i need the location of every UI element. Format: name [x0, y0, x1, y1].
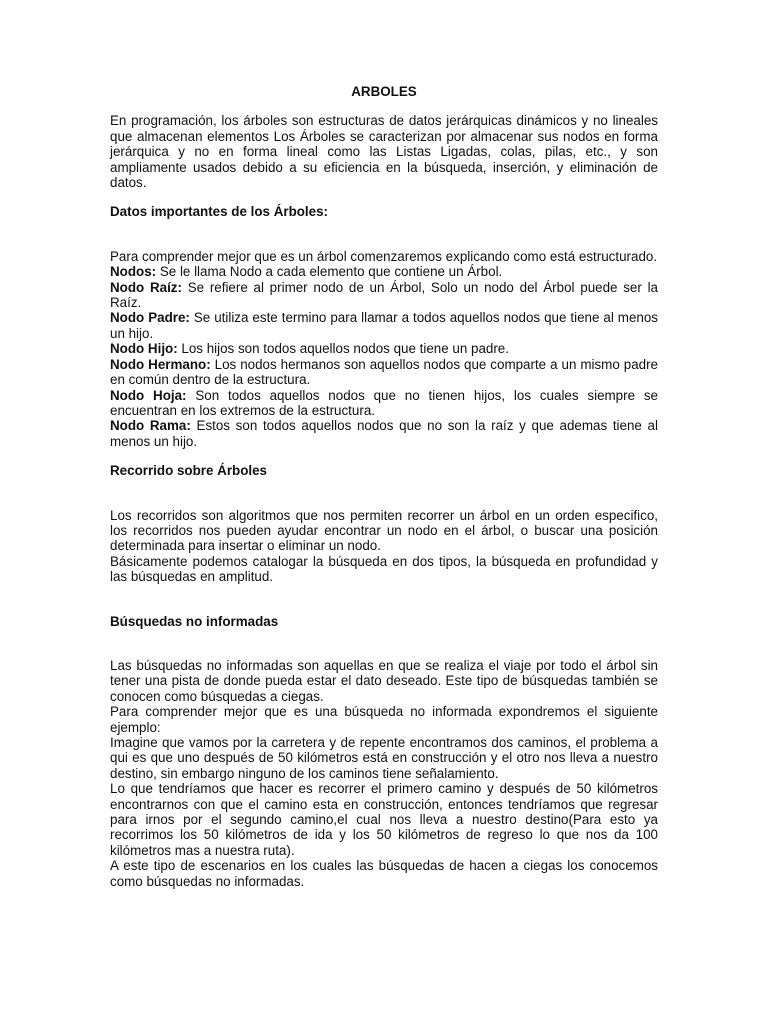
definition-nodo-rama [110, 418, 658, 449]
definition-text: Los hijos son todos aquellos nodos que tiene un padre. [177, 341, 509, 357]
section3-paragraph-4: Lo que tendríamos que hacer es recorrer el primero camino y después de 50 kilómetros encontrarnos con que el camino esta en construcción, entonces tendríamos que regresar para irnos por el segundo camino,el cual nos lleva a nuestro destino(Para esto ya recorrimos los 50 kilómetros de ida y los 50 kilómetros de regreso lo que nos da 100 kilómetros mas a nuestra ruta). [110, 781, 658, 858]
definition-nodos [110, 264, 658, 279]
definition-nodo-hermano [110, 357, 658, 388]
section3-paragraph-5: A este tipo de escenarios en los cuales las búsquedas de hacen a ciegas los conocemos como búsquedas no informadas. [110, 858, 658, 889]
document-title: ARBOLES [351, 84, 417, 99]
document-page [110, 84, 658, 889]
section1-lead: Para comprender mejor que es un árbol comenzaremos explicando como está estructurado. [110, 248, 658, 264]
section3-paragraph-3: Imagine que vamos por la carretera y de repente encontramos dos caminos, el problema a qui es que uno después de 50 kilómetros está en construcción y el otro nos lleva a nuestro destino, sin embargo ninguno de los caminos tiene señalamiento. [110, 735, 658, 781]
intro-paragraph: En programación, los árboles son estructuras de datos jerárquicas dinámicos y no lineales que almacenan elementos Los Árboles se caracterizan por almacenar sus nodos en forma jerárquica y no en forma lineal como las Listas Ligadas, colas, pilas, etc., y son ampliamente usados debido a su eficiencia en la búsqueda, inserción, y eliminación de datos. [110, 113, 658, 191]
definition-term: Nodo Hoja: [110, 387, 187, 403]
definition-text: Se refiere al primer nodo de un Árbol, Solo un nodo del Árbol puede ser la Raíz. [110, 279, 658, 311]
definition-nodo-padre [110, 310, 658, 341]
definition-term: Nodo Padre: [110, 310, 190, 326]
section-heading-recorrido: Recorrido sobre Árboles [110, 463, 268, 479]
section3-paragraph-2: Para comprender mejor que es una búsqueda no informada expondremos el siguiente ejemplo: [110, 704, 658, 735]
definition-nodo-hijo [110, 341, 658, 356]
definition-text: Los nodos hermanos son aquellos nodos que comparte a un mismo padre en común dentro de la estructura. [110, 356, 658, 388]
definition-term: Nodos: [110, 264, 157, 280]
definition-term: Nodo Raíz: [110, 279, 182, 295]
section-heading-busquedas: Búsquedas no informadas [110, 613, 279, 629]
definition-text: Estos son todos aquellos nodos que no son la raíz y que ademas tiene al menos un hijo. [110, 418, 658, 449]
definition-nodo-raiz [110, 280, 658, 311]
definition-term: Nodo Hijo: [110, 341, 178, 357]
definition-term: Nodo Hermano: [110, 356, 211, 372]
definition-text: Son todos aquellos nodos que no tienen hijos, los cuales siempre se encuentran en los extremos de la estructura. [110, 387, 658, 418]
section-heading-datos: Datos importantes de los Árboles: [110, 204, 329, 220]
definition-text: Se utiliza este termino para llamar a todos aquellos nodos que tiene al menos un hijo. [110, 310, 659, 341]
definition-term: Nodo Rama: [110, 418, 191, 434]
definition-text: Se le llama Nodo a cada elemento que contiene un Árbol. [156, 264, 503, 280]
section2-paragraph-1: Los recorridos son algoritmos que nos permiten recorrer un árbol en un orden especifico, los recorridos nos pueden ayudar encontrar un nodo en el árbol, o buscar una posición determinada para insertar o eliminar un nodo. [110, 507, 658, 554]
definition-nodo-hoja [110, 388, 658, 419]
section3-paragraph-1: Las búsquedas no informadas son aquellas en que se realiza el viaje por todo el árbol sin tener una pista de donde pueda estar el dato deseado. Este tipo de búsquedas también se conocen como búsquedas a ciegas. [110, 657, 658, 704]
section2-paragraph-2: Básicamente podemos catalogar la búsqueda en dos tipos, la búsqueda en profundidad y las búsquedas en amplitud. [110, 553, 658, 585]
